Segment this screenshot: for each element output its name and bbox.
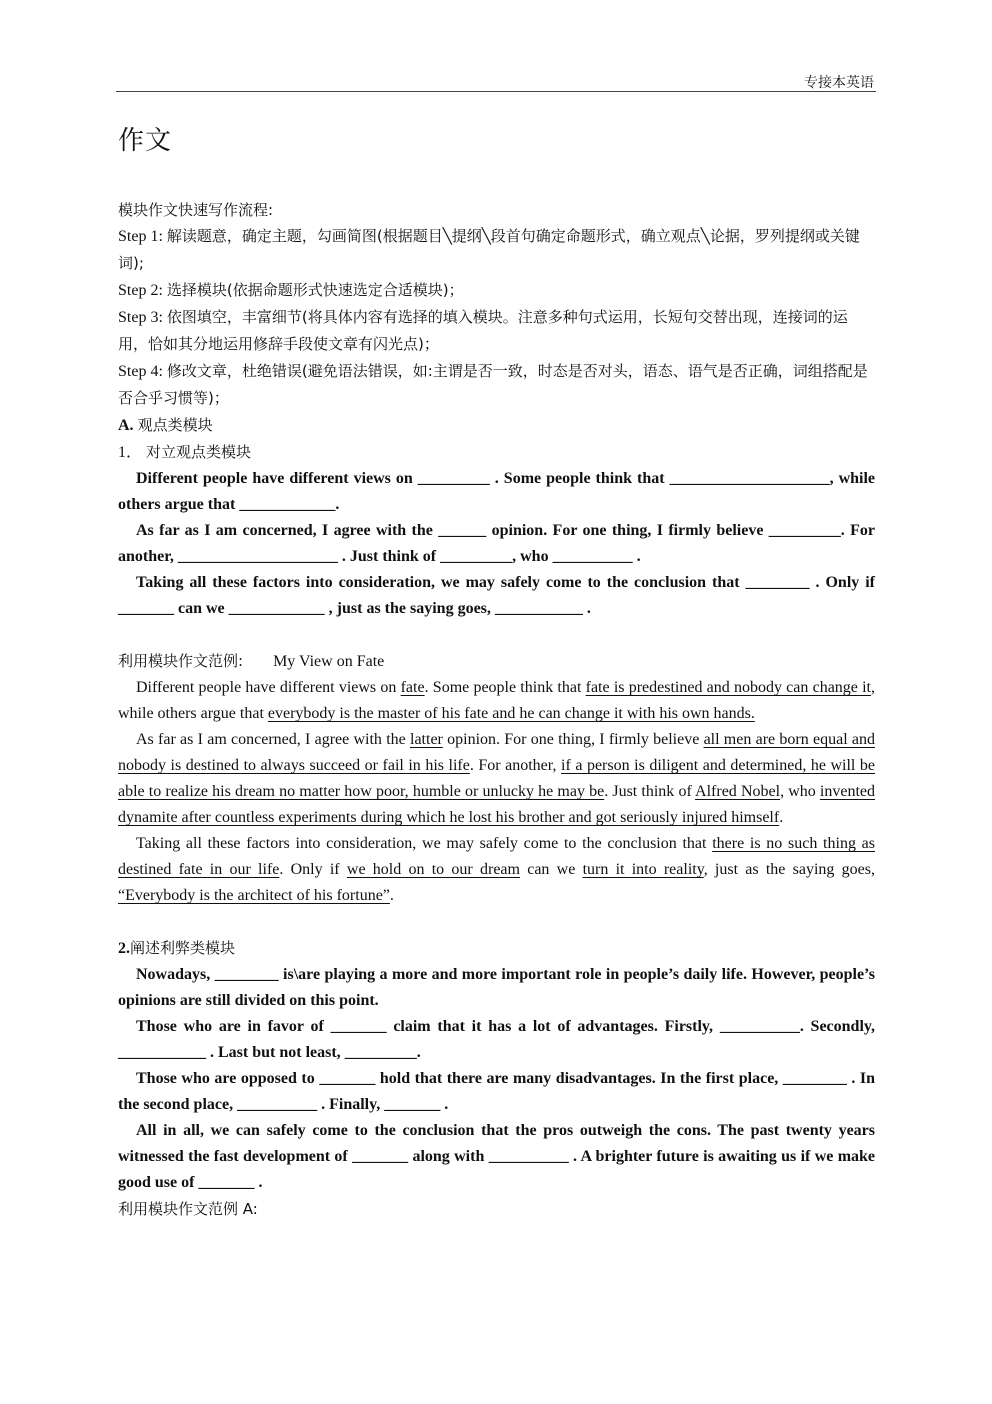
content (118, 120, 875, 1222)
template1-paragraph-1: Different people have different views on _________ . Some people think that ____________________, while others argue that ____________. (118, 470, 876, 513)
step-1: Step 1: 解读题意，确定主题，勾画简图(根据题目╲提纲╲段首句确定命题形式，确立观点╲论据，罗列提纲或关键词); (118, 227, 860, 272)
essay-title: My View on Fate (273, 653, 385, 670)
blank[interactable]: _______ (319, 1070, 376, 1087)
blank[interactable]: _________ (344, 1044, 417, 1061)
blank[interactable]: _________ (768, 522, 841, 539)
example2-heading: 利用模块作文范例 A: (118, 1200, 258, 1218)
blank[interactable]: __________ (552, 548, 633, 565)
blank[interactable]: _______ (330, 1018, 387, 1035)
blank[interactable]: ________ (214, 966, 279, 983)
step-2: Step 2: 选择模块(依据命题形式快速选定合适模块)； (118, 281, 464, 299)
blank[interactable]: _________ (440, 548, 513, 565)
blank[interactable]: __________ (719, 1018, 800, 1035)
subsection-1-heading: 1． 对立观点类模块 (118, 443, 252, 461)
header-rule (116, 91, 876, 92)
template2-paragraph-3: Those who are opposed to _______ hold that there are many disadvantages. In the first place, ________ . In the second place, __________ . Finally, _______ . (118, 1070, 876, 1113)
template1-paragraph-2: As far as I am concerned, I agree with the ______ opinion. For one thing, I firmly believe _________. For another, ____________________ . Just think of _________, who __________ . (118, 522, 876, 565)
template2-paragraph-2: Those who are in favor of _______ claim that it has a lot of advantages. Firstly, __________. Secondly, ___________ . Last but not least, _________. (118, 1018, 876, 1061)
template2-paragraph-1: Nowadays, ________ is\are playing a more and more important role in people’s daily life. However, people’s opinions are still divided on this point. (118, 966, 876, 1009)
blank[interactable]: ________ (745, 574, 810, 591)
blank[interactable]: _________ (417, 470, 490, 487)
blank[interactable]: __________ (237, 1096, 318, 1113)
blank[interactable]: ____________________ (177, 548, 338, 565)
blank[interactable]: _______ (352, 1148, 409, 1165)
example1-paragraph-3: Taking all these factors into consideration, we may safely come to the conclusion that there is no such thing as destined fate in our life. Only if we hold on to our dream can we turn it into reality, just as the saying goes, “Everybody is the architect of his fortune”. (118, 835, 876, 904)
blank[interactable]: _______ (118, 600, 174, 617)
section-a-heading: A. 观点类模块 (118, 416, 213, 434)
template1-paragraph-3: Taking all these factors into consideration, we may safely come to the conclusion that ________ . Only if _______ can we ____________ , just as the saying goes, ___________ . (118, 574, 876, 617)
blank[interactable]: ___________ (118, 1044, 206, 1061)
example1-heading: 利用模块作文范例: My View on Fate (118, 652, 385, 670)
header-label: 专接本英语 (804, 75, 874, 91)
step-3: Step 3: 依图填空，丰富细节(将具体内容有选择的填入模块。注意多种句式运用，长短句交替出现，连接词的运用，恰如其分地运用修辞手段使文章有闪光点)； (118, 308, 848, 353)
template2-paragraph-4: All in all, we can safely come to the conclusion that the pros outweigh the cons. The past twenty years witnessed the fast development of _______ along with __________ . A brighter future is awaiting us if we make good use of _______ . (118, 1122, 876, 1191)
example1-paragraph-1: Different people have different views on fate. Some people think that fate is predestined and nobody can change it, while others argue that everybody is the master of his fate and he can change it with his own hands. (118, 679, 876, 722)
flow-heading: 模块作文快速写作流程: (118, 201, 274, 219)
blank[interactable]: _______ (384, 1096, 441, 1113)
blank[interactable]: _______ (198, 1174, 255, 1191)
blank[interactable]: ____________________ (669, 470, 830, 487)
blank[interactable]: ___________ (494, 600, 583, 617)
blank[interactable]: ____________ (228, 600, 325, 617)
page-title: 作文 (118, 126, 173, 156)
blank[interactable]: ________ (782, 1070, 847, 1087)
subsection-2-heading: 2.阐述利弊类模块 (118, 939, 236, 957)
blank[interactable]: ____________ (239, 496, 336, 513)
blank[interactable]: ______ (438, 522, 487, 539)
step-4: Step 4: 修改文章，杜绝错误(避免语法错误，如:主谓是否一致，时态是否对头，语态、语气是否正确，词组搭配是否合乎习惯等)； (118, 362, 868, 407)
example1-paragraph-2: As far as I am concerned, I agree with the latter opinion. For one thing, I firmly believe all men are born equal and nobody is destined to always succeed or fail in his life. For another, if a person is diligent and determined, he will be able to realize his dream no matter how poor, humble or unlucky he may be. Just think of Alfred Nobel, who invented dynamite after countless experiments during which he lost his brother and got seriously injured himself. (118, 731, 876, 826)
blank[interactable]: __________ (488, 1148, 569, 1165)
